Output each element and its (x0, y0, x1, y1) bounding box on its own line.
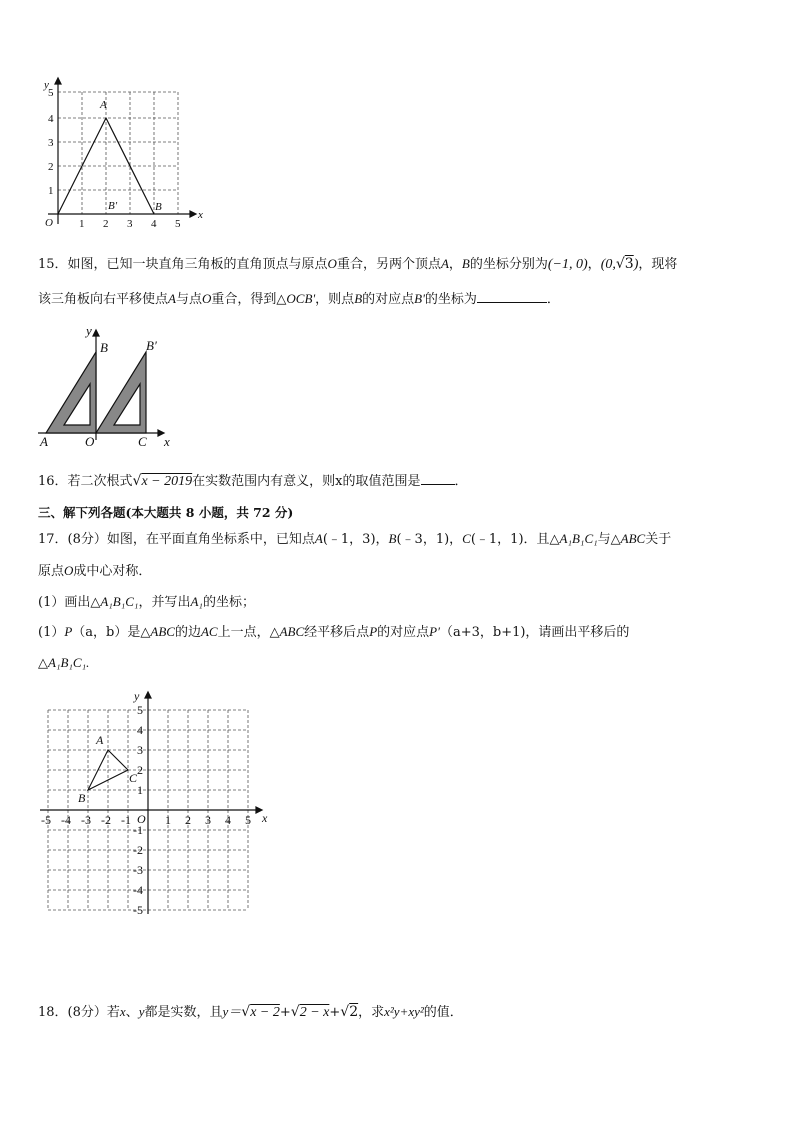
fig1-y-arrow (55, 78, 61, 84)
fig2-triangle-left (46, 352, 96, 433)
q15-line-1 (38, 254, 677, 275)
q16-text: 在实数范围内有意义，则 (192, 474, 336, 489)
fig3-xtick: 5 (245, 813, 251, 827)
fig1-ytick: 3 (48, 137, 54, 149)
fig3-ytick: 3 (137, 743, 143, 757)
q15-var-A: A (168, 291, 176, 306)
q16-text: 的取值范围是 (342, 474, 421, 489)
q17-var-O: O (64, 563, 74, 578)
fig1-xtick: 4 (151, 218, 157, 230)
fig3-xtick: 3 (205, 813, 211, 827)
q17-line-2 (38, 561, 151, 582)
fig3-xtick: -1 (121, 813, 131, 827)
q18-equation-lhs: y＝ (222, 1004, 242, 1019)
q17-text: (1）画出 (38, 595, 91, 610)
fig1-x-label: x (198, 209, 203, 221)
fig3-ytick: -2 (133, 843, 143, 857)
q17-var-A: A (314, 531, 323, 546)
section-3-heading: 三、解下列各题(本大题共 8 小题，共 72 分) (38, 505, 294, 520)
q17-triangle-ABC: △ABC (269, 624, 305, 639)
q17-text: 经平移后点 (304, 625, 370, 640)
fig3-origin-label: O (137, 812, 146, 826)
q16-text: ． (454, 474, 468, 489)
q15-triangle-OCB: △OCB' (276, 291, 316, 306)
q18-text: 都是实数，且 (144, 1005, 223, 1020)
q18-var-y: y (138, 1004, 145, 1019)
fig3-xtick: 4 (225, 813, 231, 827)
q15-answer-blank[interactable] (477, 302, 547, 303)
q17-var-B: B (388, 531, 397, 546)
q17-text: 是 (127, 625, 141, 640)
q18-text: ，求 (358, 1005, 385, 1020)
q18-plus: + (279, 1005, 291, 1020)
q17-text: 的对应点 (377, 625, 430, 640)
q17-line-1 (38, 529, 671, 550)
fig1-grid (58, 92, 178, 214)
fig2-label-B: B (100, 340, 108, 355)
fig1-xtick: 2 (103, 218, 109, 230)
q15-coord-B-close: ) (633, 257, 639, 272)
fig2-label-C: C (138, 434, 147, 449)
fig3-ytick: -4 (133, 883, 143, 897)
q15-var-O: O (201, 291, 212, 306)
q18-radicand-2: 2 − x (299, 1005, 330, 1020)
fig1-ytick: 2 (48, 161, 54, 173)
fig1-xtick: 5 (175, 218, 181, 230)
fig3-xtick: -3 (81, 813, 91, 827)
q17-var-P: P (64, 624, 73, 639)
fig1-point-B-label: B (155, 201, 162, 213)
q17-var-P: P (369, 624, 378, 639)
figure-3-grid (34, 688, 274, 918)
q15-text: 的坐标为 (424, 292, 477, 307)
q15-text: 重合，得到 (211, 292, 277, 307)
fig1-point-A-label: A (100, 99, 107, 111)
q15-text: 重合，另两个顶点 (336, 257, 441, 272)
figure-1-coordinate-plot (34, 74, 204, 234)
q15-coord-A: (−1, 0) (547, 257, 588, 272)
q15-text: 与点 (175, 292, 202, 307)
q17-text: 成中心对称． (73, 564, 152, 579)
q17-line-last: △A₁B₁C₁. (38, 655, 90, 670)
fig2-label-A: A (40, 434, 48, 449)
q17-text: ，并写出 (138, 595, 191, 610)
fig1-origin-label: O (45, 217, 53, 229)
fig1-xtick: 3 (127, 218, 133, 230)
fig3-x-label: x (262, 811, 268, 825)
q17-text: 的边 (174, 625, 201, 640)
q17-text: 关于 (645, 532, 672, 547)
q15-text: 的坐标分别为 (469, 257, 548, 272)
fig3-xtick: 1 (165, 813, 171, 827)
fig1-ytick: 4 (48, 113, 54, 125)
q15-text: 该三角板向右平移使点 (38, 292, 169, 307)
q15-var-A: A (440, 256, 449, 271)
fig3-ytick: -1 (133, 823, 143, 837)
q17-coord-B: (﹣3，1)， (396, 532, 463, 547)
q18-radicand-1: x − 2 (250, 1005, 280, 1020)
q16-answer-blank[interactable] (421, 484, 455, 485)
q16-var-x: x (335, 474, 343, 489)
fig3-label-C: C (129, 771, 138, 785)
fig3-xtick: -2 (101, 813, 111, 827)
q15-var-B: B (461, 256, 470, 271)
fig3-ytick: 1 (137, 783, 143, 797)
fig3-xtick: -5 (41, 813, 51, 827)
fig2-x-label: x (164, 434, 170, 449)
q15-sqrt3: √3 (615, 256, 634, 272)
q15-coord-B-open: (0, (600, 257, 616, 272)
q17-var-A1: A₁ (190, 594, 203, 609)
fig3-label-B: B (78, 791, 86, 805)
q15-text: ，现将 (638, 257, 678, 272)
q15-text: 15．如图，已知一块直角三角板的直角顶点与原点 (38, 257, 328, 272)
q15-var-Bprime: B' (414, 291, 425, 306)
q17-triangle-A1B1C1: △A₁B₁C₁ (549, 531, 598, 546)
q15-text: ，则点 (315, 292, 355, 307)
q16-radical: √x − 2019 (132, 473, 193, 489)
fig3-xtick: 2 (185, 813, 191, 827)
q15-text: 的对应点 (362, 292, 415, 307)
fig1-ytick: 1 (48, 185, 54, 197)
fig3-ytick: -5 (133, 903, 143, 917)
fig3-y-label: y (134, 689, 140, 703)
q18-radical-1: √x − 2 (241, 1004, 280, 1020)
fig1-ytick: 5 (48, 87, 54, 99)
fig2-y-arrow (93, 330, 99, 336)
fig1-x-arrow (190, 211, 196, 217)
fig3-ytick: 2 (137, 763, 143, 777)
q17-var-C: C (462, 531, 471, 546)
q15-text: ， (587, 257, 601, 272)
fig2-label-O: O (85, 434, 95, 449)
q17-coord-A: (﹣1，3)， (322, 532, 389, 547)
q17-text: （a，b） (72, 625, 128, 640)
fig2-label-Bprime: B′ (146, 338, 157, 353)
q15-line-2 (38, 289, 560, 310)
q17-text: 17．(8分）如图，在平面直角坐标系中，已知点 (38, 532, 315, 547)
fig1-xtick: 1 (79, 218, 85, 230)
figure-2-set-squares (34, 322, 174, 452)
fig2-y-label: y (86, 323, 92, 338)
q15-text: ， (448, 257, 462, 272)
q18-text: 18．(8分）若 (38, 1005, 120, 1020)
q18-var-x: x (119, 1004, 126, 1019)
q15-text: ． (546, 292, 560, 307)
q17-sub-1 (38, 592, 255, 613)
fig1-point-Bprime-label: B' (108, 200, 118, 212)
q17-text: 原点 (38, 564, 65, 579)
fig3-y-arrow (145, 692, 151, 698)
q18-text: 、 (125, 1005, 139, 1020)
q18-radicand-3: 2 (349, 1004, 359, 1020)
fig3-ytick: -3 (133, 863, 143, 877)
q17-text: 与 (597, 532, 611, 547)
q16-radicand: x − 2019 (141, 474, 193, 489)
q16-text: 16．若二次根式 (38, 474, 133, 489)
fig3-ytick: 4 (137, 723, 143, 737)
q18-radical-3: √2 (340, 1004, 359, 1020)
q17-text: (1） (38, 625, 65, 640)
q17-text: 上一点， (217, 625, 270, 640)
q17-sub-2 (38, 622, 629, 643)
q18-text: 的值． (423, 1005, 463, 1020)
q17-coord-C: (﹣1，1)．且 (470, 532, 550, 547)
fig3-ytick: 5 (137, 703, 143, 717)
q17-triangle-ABC: △ABC (610, 531, 646, 546)
q15-var-O: O (327, 256, 337, 271)
q17-text: （a+3，b+1)，请画出平移后的 (439, 625, 630, 640)
fig3-xtick: -4 (61, 813, 71, 827)
q15-var-B: B (354, 291, 363, 306)
q18-expression: x²y+xy² (384, 1004, 424, 1019)
q17-text: 的坐标； (202, 595, 255, 610)
q18-radical-2: √2 − x (290, 1004, 330, 1020)
q18-line (38, 1002, 463, 1023)
fig1-y-label: y (44, 79, 49, 91)
q17-var-Pprime: P′ (429, 624, 440, 639)
q17-triangle-ABC: △ABC (140, 624, 175, 639)
q17-triangle-A1B1C1: △A₁B₁C₁ (90, 594, 139, 609)
fig2-triangle-right (96, 352, 146, 433)
fig3-label-A: A (96, 733, 104, 747)
q17-var-AC: AC (200, 624, 218, 639)
q18-plus: + (329, 1005, 341, 1020)
q16-line (38, 471, 468, 492)
